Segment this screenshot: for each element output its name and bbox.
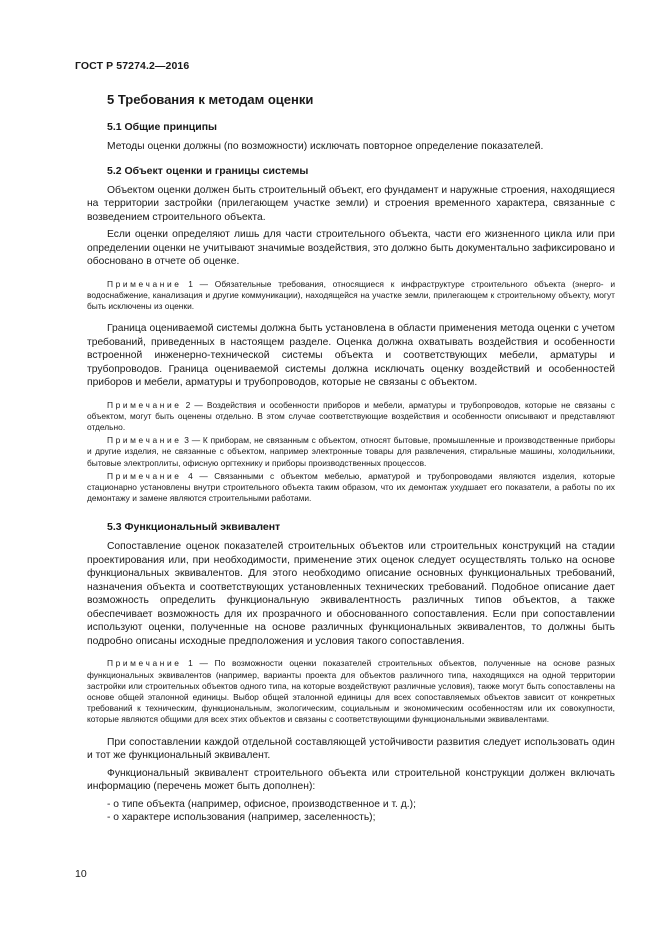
note-5-3-1 [87,658,615,725]
paragraph-5-2-3: Граница оцениваемой системы должна быть установлена в области применения метода оценки с учетом требований, приведенных в настоящем разделе. Оценка должна охватывать воздействия и особенности встроенной инженерно-технической системы объекта и соответствующих мебели, арматуры и трубопроводов. Граница оцениваемой системы должна исключать оценку воздействий и особенностей приборов и мебели, арматуры и трубопроводов, которые не связаны с объектом. [87,323,615,389]
note-label: Примечание [107,278,182,289]
note-label: Примечание [107,435,182,446]
note-5-2-3 [87,435,615,469]
paragraph-5-2-2: Если оценки определяют лишь для части строительного объекта, части его жизненного цикла или при определении оценки не учитывают значимые воздействия, это должно быть документально зафиксировано и обосновано в отчете об оценке. [87,229,615,267]
note-text: 4 — Связанными с объектом мебелью, арматурой и трубопроводами являются изделия, которые стационарно установлены внутри строительного объекта таким образом, что их демонтаж ухудшает его показатели, а работы по их демонтажу и замене являются строительными работами. [87,470,615,504]
note-5-2-2 [87,400,615,434]
note-text: 3 — К приборам, не связанным с объектом, относят бытовые, промышленные и производственные приборы и другие изделия, не связанные с объектом, например электронные товары для развлечения, стиральные машины, холодильники, бытовые электроплиты, офисную оргтехнику и приборы производственных процессов. [87,435,615,468]
subsection-5-3-title: 5.3 Функциональный эквивалент [107,521,281,534]
note-text: 1 — По возможности оценки показателей строительных объектов, полученные на основе разных функциональных эквивалентов (например, варианты проекта для объектов различного типа, находящихся на одной территории застройки или строительных объектов одного типа, на которые воздействуют различные условия), также могут быть сопоставлены на основе общей эталонной единицы. Выбор общей эталонной единицы для всех сопоставляемых объектов зависит от конкретных требований к техническим, функциональным, экологическим, социальным и экономическим особенностям или их совокупности, которые являются общими для всех этих объектов и связаны с соответствующими функциональными эквивалентами. [87,658,615,725]
paragraph-5-3-3: Функциональный эквивалент строительного объекта или строительной конструкции должен включать информацию (перечень может быть дополнен): [87,767,615,793]
paragraph-5-1-1: Методы оценки должны (по возможности) исключать повторное определение показателей. [107,141,544,152]
note-label: Примечание [107,658,182,669]
note-label: Примечание [107,470,182,481]
note-5-2-1 [87,279,615,313]
paragraph-5-3-1: Сопоставление оценок показателей строительных объектов или строительных конструкций на стадии проектирования или, при необходимости, применение этих оценок следует осуществлять только на основе функциональных эквивалентов. Для этого необходимо описание основных функциональных требований, назначения объекта и соответствующих установленных технических требований. Подобное описание дает возможность определить функциональную эквивалентность различных типов объектов, а также обеспечивает возможность для их прозрачного и обоснованного сопоставления. Если при сопоставлении используют оценки, полученные на основе различных функциональных эквивалентов, то должны быть подробно описаны исходные предположения и условия такого сопоставления. [87,541,615,647]
subsection-5-2-title: 5.2 Объект оценки и границы системы [107,164,309,177]
note-label: Примечание [107,399,182,410]
section-5-title: 5 Требования к методам оценки [107,92,314,107]
note-text: 1 — Обязательные требования, относящиеся к инфраструктуре строительного объекта (энерго- и водоснабжение, канализация и другие коммуникации), находящейся на участке земли, прилегающем к строительному объекту, могут быть исключены из оценки. [87,278,615,311]
document-body [87,92,615,825]
list-item: - о характере использования (например, заселенность); [107,812,376,824]
note-text: 2 — Воздействия и особенности приборов и мебели, арматуры и трубопроводов, которые не связаны с объектом, могут быть оценены отдельно. В этом случае соответствующие воздействия и особенности описывают и представляют отдельно. [87,399,615,433]
note-5-2-4 [87,471,615,505]
paragraph-5-3-2: При сопоставлении каждой отдельной составляющей устойчивости развития следует использовать один и тот же функциональный эквивалент. [87,736,615,762]
list-item: - о типе объекта (например, офисное, производственное и т. д.); [107,798,416,810]
spacer [87,506,615,520]
paragraph-5-2-1: Объектом оценки должен быть строительный объект, его фундамент и наружные строения, находящиеся на территории застройки (прилегающем участке земли) и строения временного характера, связанные с возведением строительного объекта. [87,184,615,223]
document-code-header: ГОСТ Р 57274.2—2016 [75,60,190,72]
page-number: 10 [75,868,87,880]
subsection-5-1-title: 5.1 Общие принципы [107,121,218,133]
